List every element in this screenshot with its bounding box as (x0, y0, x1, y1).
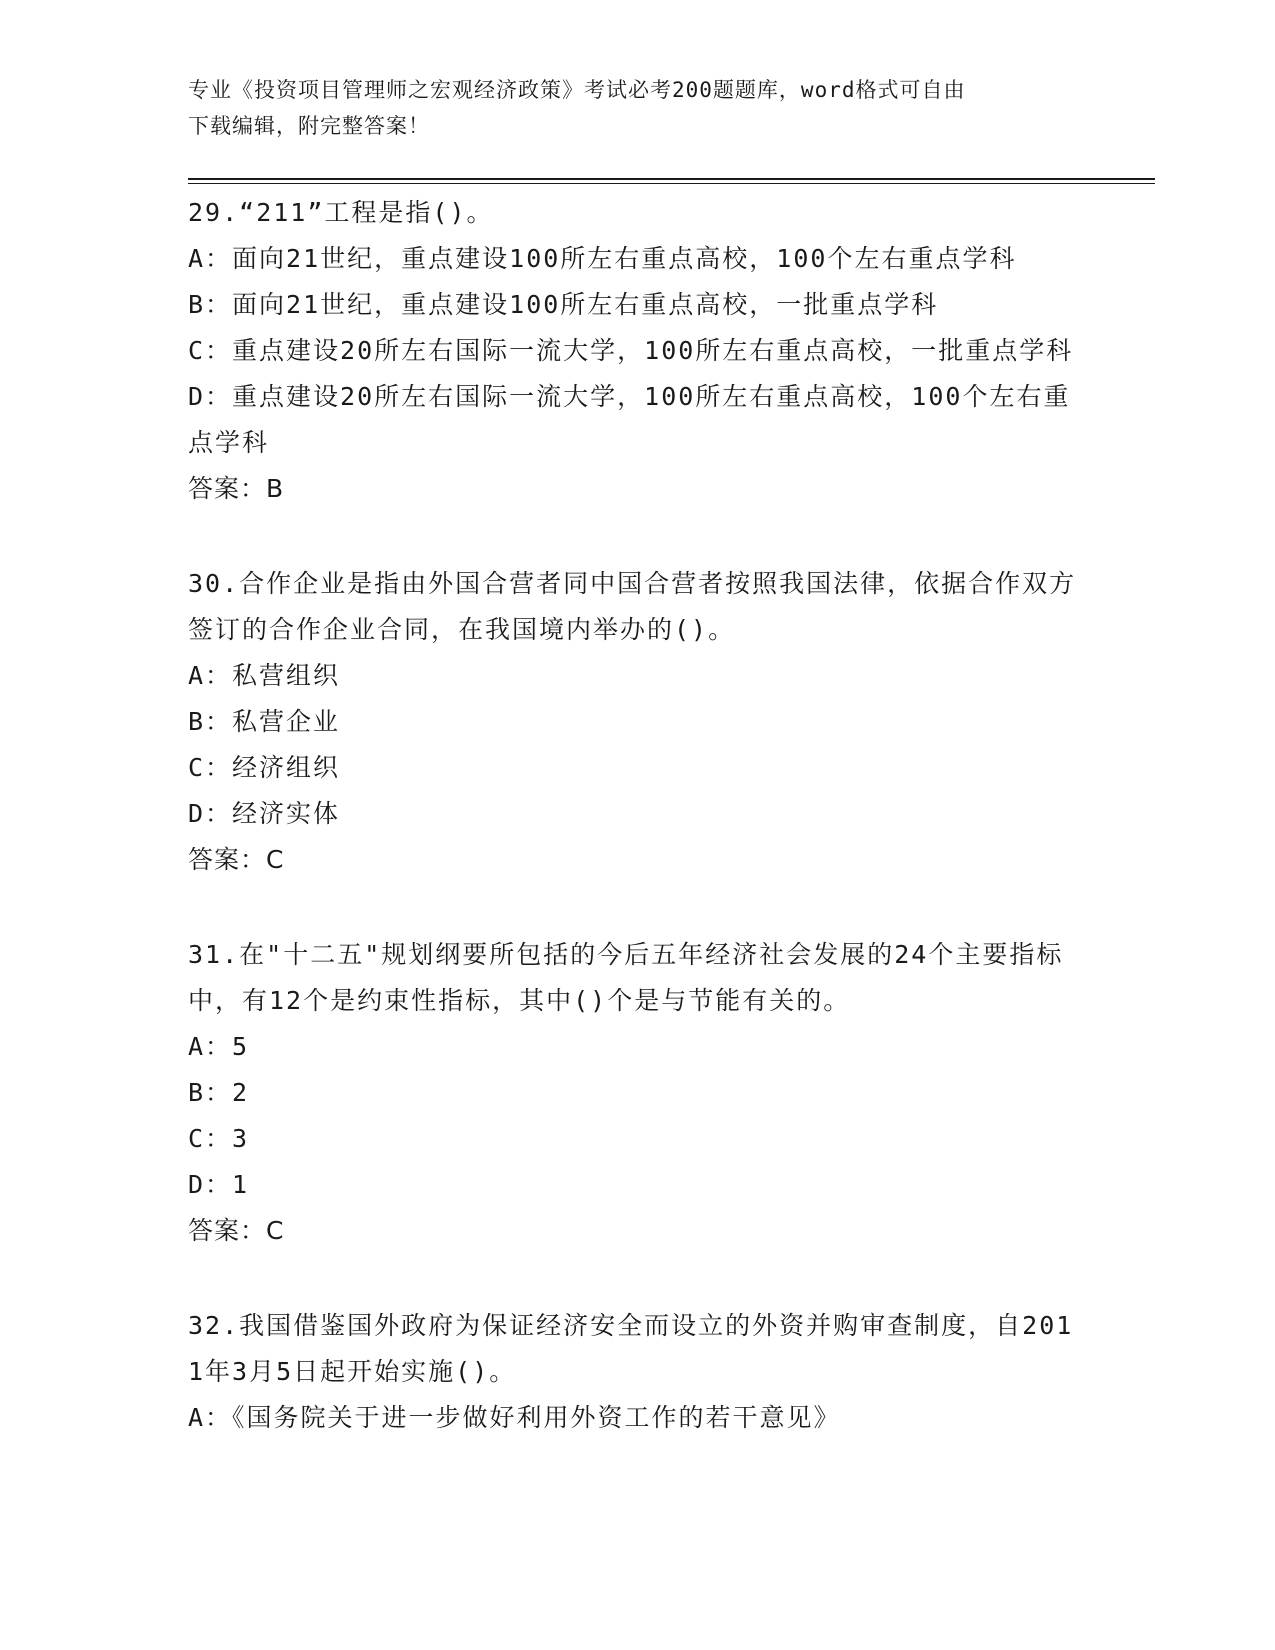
option-c: C：重点建设20所左右国际一流大学，100所左右重点高校，一批重点学科 (188, 336, 1074, 365)
question-stem: 30.合作企业是指由外国合营者同中国合营者按照我国法律，依据合作双方签订的合作企业合同，在我国境内举办的()。 (188, 569, 1077, 644)
option-b: B：2 (188, 1078, 250, 1107)
answer-line: 答案：C (188, 845, 285, 874)
option-c: C：3 (188, 1124, 250, 1153)
question-stem: 29.“211”工程是指()。 (188, 198, 494, 227)
document-header (188, 72, 1068, 144)
question-stem: 32.我国借鉴国外政府为保证经济安全而设立的外资并购审查制度，自2011年3月5日起开始实施()。 (188, 1311, 1074, 1386)
option-a: A：5 (188, 1032, 250, 1061)
option-b: B：私营企业 (188, 707, 341, 736)
question-32 (188, 1303, 1088, 1441)
answer-line: 答案：B (188, 474, 285, 503)
header-line-1: 专业《投资项目管理师之宏观经济政策》考试必考200题题库，word格式可自由 (188, 78, 966, 102)
option-d: D：重点建设20所左右国际一流大学，100所左右重点高校，100个左右重点学科 (188, 382, 1071, 457)
question-31 (188, 932, 1088, 1254)
question-30 (188, 561, 1088, 883)
option-d: D：1 (188, 1170, 250, 1199)
option-a: A：私营组织 (188, 661, 341, 690)
question-list (188, 190, 1088, 1490)
answer-line: 答案：C (188, 1216, 285, 1245)
question-stem: 31.在"十二五"规划纲要所包括的今后五年经济社会发展的24个主要指标中，有12个是约束性指标，其中()个是与节能有关的。 (188, 940, 1064, 1015)
option-d: D：经济实体 (188, 799, 341, 828)
header-rule-thick (188, 178, 1155, 180)
option-a: A：面向21世纪，重点建设100所左右重点高校，100个左右重点学科 (188, 244, 1017, 273)
header-rule-thin (188, 183, 1155, 184)
option-c: C：经济组织 (188, 753, 341, 782)
option-a: A：《国务院关于进一步做好利用外资工作的若干意见》 (188, 1403, 841, 1432)
question-29 (188, 190, 1088, 512)
header-line-2: 下载编辑，附完整答案！ (188, 114, 430, 138)
option-b: B：面向21世纪，重点建设100所左右重点高校，一批重点学科 (188, 290, 939, 319)
